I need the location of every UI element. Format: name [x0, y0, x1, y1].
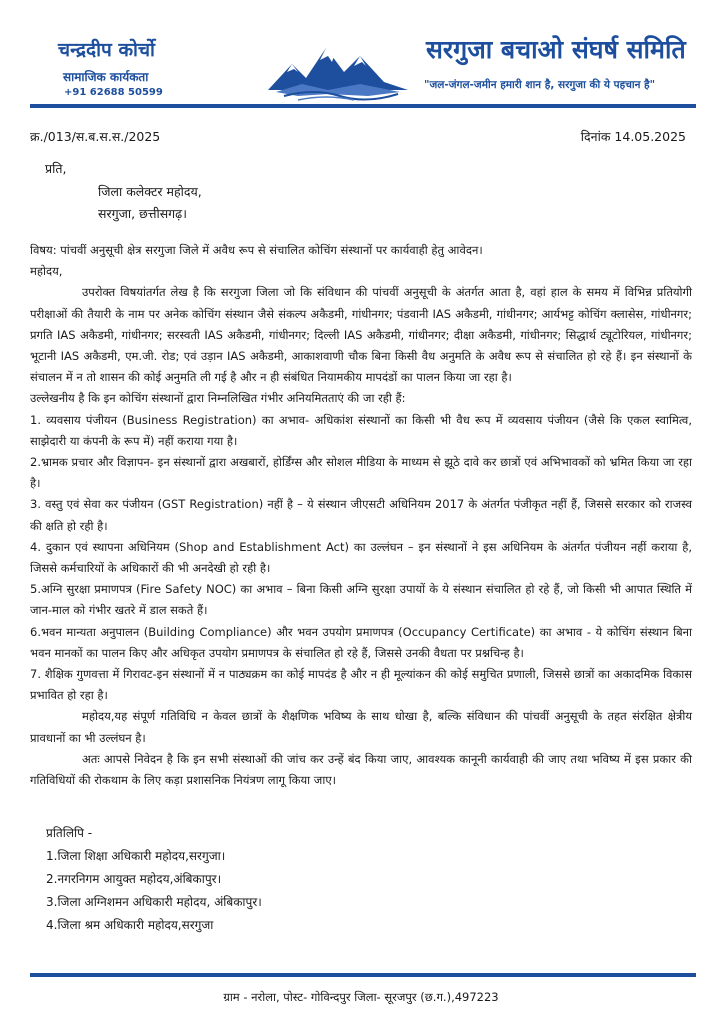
header-divider	[30, 104, 696, 108]
copy-list-title: प्रतिलिपि -	[46, 826, 93, 840]
irregularities-intro: उल्लेखनीय है कि इन कोचिंग संस्थानों द्वारा निम्नलिखित गंभीर अनियमितताएं की जा रही हैं:	[30, 391, 406, 406]
letter-body	[30, 240, 692, 791]
fraud-paragraph: महोदय,यह संपूर्ण गतिविधि न केवल छात्रों के शैक्षणिक भविष्य के साथ धोखा है, बल्कि संविधान की पांचवीं अनुसूची के तहत संरक्षित क्षेत्रीय प्रावधानों का भी उल्लंघन है।	[30, 709, 692, 745]
subject-line: विषय: पांचवीं अनुसूची क्षेत्र सरगुजा जिले में अवैध रूप से संचालित कोचिंग संस्थानों पर कार्यवाही हेतु आवेदन।	[30, 243, 483, 257]
recipient-prefix: प्रति,	[45, 161, 67, 176]
organization-slogan: "जल-जंगल-जमीन हमारी शान है, सरगुजा की ये पहचान है"	[424, 79, 656, 91]
recipient-line: सरगुजा, छत्तीसगढ़।	[98, 206, 187, 221]
irregularity-point: 2.भ्रामक प्रचार और विज्ञापन- इन संस्थानों द्वारा अखबारों, होर्डिंग्स और सोशल मीडिया के माध्यम से झूठे दावे कर छात्रों एवं अभिभावकों को भ्रमित किया जा रहा है।	[30, 455, 692, 491]
recipient-line: जिला कलेक्टर महोदय,	[98, 184, 202, 199]
intro-paragraph: उपरोक्त विषयांतर्गत लेख है कि सरगुजा जिला जो कि संविधान की पांचवीं अनुसूची के अंतर्गत आता है, वहां हाल के समय में विभिन्न प्रतियोगी परीक्षाओं की तैयारी के नाम पर अनेक कोचिंग संस्थान जैसे संकल्प अकैडमी, गांधीनगर; पंडवानी IAS अकैडमी, गांधीनगर; आर्यभट्ट कोचिंग क्लासेस, गांधीनगर; प्रगति IAS अकैडमी, गांधीनगर; सरस्वती IAS अकैडमी, गांधीनगर; दिल्ली IAS अकैडमी, गांधीनगर; दीक्षा अकैडमी, गांधीनगर; सिद्धार्थ ट्यूटोरियल, गांधीनगर; भूटानी IAS अकैडमी, एम.जी. रोड; एवं उड़ान IAS अकैडमी, आकाशवाणी चौक बिना किसी वैध अनुमति के अवैध रूप से संचालित हो रहे हैं। इन संस्थानों के संचालन में न तो शासन की कोई अनुमति ली गई है और न ही संबंधित नियामकीय मापदंडों का पालन किया जा रहा है।	[30, 285, 692, 385]
recipient-address	[98, 181, 202, 225]
reference-number: क्र./013/स.ब.स.स./2025	[30, 129, 161, 144]
request-paragraph: अतः आपसे निवेदन है कि इन सभी संस्थाओं की जांच कर उन्हें बंद किया जाए, आवश्यक कानूनी कार्यवाही की जाए तथा भविष्य में इस प्रकार की गतिविधियों की रोकथाम के लिए कड़ा प्रशासनिक नियंत्रण लागू किया जाए।	[30, 751, 692, 788]
letterhead	[0, 0, 722, 112]
copy-recipient: 1.जिला शिक्षा अधिकारी महोदय,सरगुजा।	[46, 849, 226, 863]
person-phone: +91 62688 50599	[64, 87, 163, 98]
irregularity-point: 5.अग्नि सुरक्षा प्रमाणपत्र (Fire Safety NOC) का अभाव – बिना किसी अग्नि सुरक्षा उपायों के ये संस्थान संचालित हो रहे हैं, जो किसी भी आपात स्थिति में जान-माल को गंभीर खतरे में डाल सकते हैं।	[30, 582, 692, 618]
footer-address: ग्राम - नरोला, पोस्ट- गोविन्दपुर जिला- सूरजपुर (छ.ग.),497223	[223, 990, 499, 1004]
person-role: सामाजिक कार्यकता	[63, 70, 149, 84]
letter-date: दिनांक 14.05.2025	[580, 129, 686, 144]
organization-name: सरगुजा बचाओ संघर्ष समिति	[426, 35, 686, 64]
irregularity-point: 3. वस्तु एवं सेवा कर पंजीयन (GST Registration) नहीं है – ये संस्थान जीएसटी अधिनियम 2017 के अंतर्गत पंजीकृत नहीं हैं, जिससे सरकार को राजस्व की क्षति हो रही है।	[30, 497, 692, 533]
irregularity-point: 7. शैक्षिक गुणवत्ता में गिरावट-इन संस्थानों में न पाठ्यक्रम का कोई मापदंड है और न ही मूल्यांकन की कोई समुचित प्रणाली, जिससे छात्रों का अकादमिक विकास प्रभावित हो रहा है।	[30, 667, 692, 703]
salutation: महोदय,	[30, 264, 63, 279]
irregularity-point: 6.भवन मान्यता अनुपालन (Building Compliance) और भवन उपयोग प्रमाणपत्र (Occupancy Certificate) का अभाव - ये कोचिंग संस्थान बिना भवन मानकों का पालन किए और अधिकृत उपयोग प्रमाणपत्र के संचालित हो रहे हैं, जिससे उनकी वैधता पर प्रश्नचिन्ह है।	[30, 624, 692, 660]
footer-divider	[30, 973, 696, 977]
mountains-river-logo-icon	[268, 34, 408, 102]
copy-recipient: 3.जिला अग्निशमन अधिकारी महोदय, अंबिकापुर।	[46, 895, 262, 909]
irregularity-point: 4. दुकान एवं स्थापना अधिनियम (Shop and Establishment Act) का उल्लंघन – इन संस्थानों ने इस अधिनियम के अंतर्गत पंजीयन नहीं कराया है, जिससे कर्मचारियों के अधिकारों की भी अनदेखी हो रही है।	[30, 539, 692, 576]
irregularity-point: 1. व्यवसाय पंजीयन (Business Registration) का अभाव- अधिकांश संस्थानों का किसी भी वैध रूप में व्यवसाय पंजीयन (जैसे कि एकल स्वामित्व, साझेदारी या कंपनी के रूप में) नहीं कराया गया है।	[30, 412, 692, 448]
copy-list	[46, 822, 262, 937]
copy-recipient: 2.नगरनिगम आयुक्त महोदय,अंबिकापुर।	[46, 872, 222, 886]
copy-recipient: 4.जिला श्रम अधिकारी महोदय,सरगुजा	[46, 918, 214, 932]
person-name: चन्द्रदीप कोर्चो	[58, 39, 155, 61]
